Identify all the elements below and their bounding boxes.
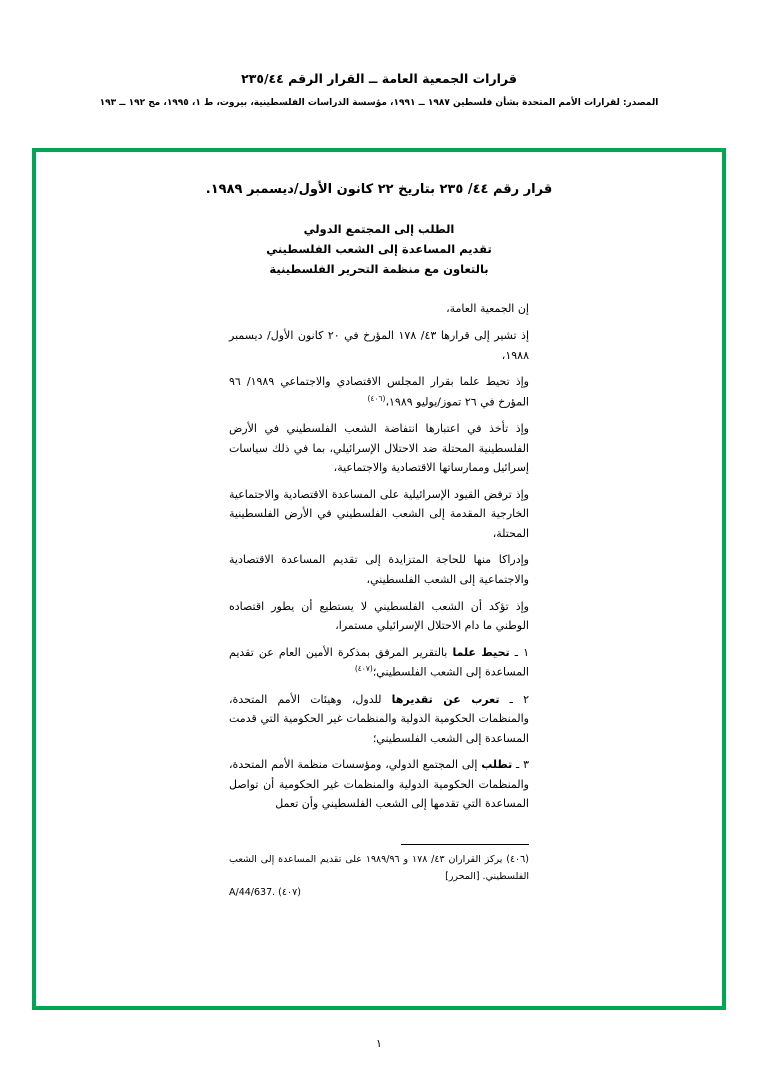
frame-content xyxy=(36,152,722,1006)
footnote-marker-406: (٤٠٦) xyxy=(367,393,386,403)
green-border-frame xyxy=(32,148,726,1010)
paragraph-aware-of-need: وإدراكا منها للحاجة المتزايدة إلى تقديم المساعدة الاقتصادية والاجتماعية إلى الشعب الفلسطيني، xyxy=(229,553,529,586)
document-title: قرارات الجمعية العامة ــ القرار الرقم ٢٣٥/٤٤ xyxy=(241,71,517,86)
resolution-heading-line-1: الطلب إلى المجتمع الدولي xyxy=(303,222,455,236)
footnotes-block xyxy=(229,844,529,898)
document-header xyxy=(0,0,758,109)
paragraph-operative-2: ٢ ـ تعرب عن تقديرها للدول، وهيئات الأمم المتحدة، والمنظمات الحكومية الدولية والمنظمات غير الحكومية التي قدمت المساعدة إلى الشعب الفلسطيني؛ xyxy=(229,692,530,745)
footnote-divider xyxy=(401,844,529,845)
footnote-marker-407: (٤٠٧) xyxy=(354,664,373,674)
paragraph-preamble-intro: إن الجمعية العامة، xyxy=(446,302,529,316)
paragraph-taking-note-text: وإذ تحيط علما بقرار المجلس الاقتصادي والاجتماعي ١٩٨٩/ ٩٦ المؤرخ في ٢٦ تموز/يوليو ١٩٨٩، xyxy=(229,375,529,409)
paragraph-recalling: إذ تشير إلى قرارها ٤٣/ ١٧٨ المؤرخ في ٢٠ كانون الأول/ ديسمبر ١٩٨٨، xyxy=(229,328,530,362)
page-number: ١ xyxy=(376,1037,382,1050)
footnote-407: A/44/637. (٤٠٧) xyxy=(229,887,301,899)
resolution-reference-line: قرار رقم ٤٤/ ٢٣٥ بتاريخ ٢٢ كانون الأول/ديسمبر ١٩٨٩. xyxy=(205,182,553,197)
paragraph-taking-note xyxy=(229,372,529,412)
resolution-heading xyxy=(96,219,662,279)
resolution-heading-line-2: تقديم المساعدة إلى الشعب الفلسطيني xyxy=(266,242,492,257)
resolution-body xyxy=(229,299,529,814)
footnote-406: (٤٠٦) يركز القراران ٤٣/ ١٧٨ و ١٩٨٩/٩٦ على تقديم المساعدة إلى الشعب الفلسطيني. [المحرر] xyxy=(229,853,529,882)
paragraph-operative-1-text: ١ ـ تحيط علما بالتقرير المرفق بمذكرة الأمين العام عن تقديم المساعدة إلى الشعب الفلسطيني؛ xyxy=(229,645,529,679)
paragraph-affirming: وإذ تؤكد أن الشعب الفلسطيني لا يستطيع أن يطور اقتصاده الوطني ما دام الاحتلال الإسرائيلي مستمرا، xyxy=(229,599,529,633)
paragraph-operative-1 xyxy=(229,643,529,683)
document-source-line: المصدر: لقرارات الأمم المتحدة بشأن فلسطين ١٩٨٧ ــ ١٩٩١، مؤسسة الدراسات الفلسطينية، بيروت، ط ١، ١٩٩٥، مج ١٩٢ ــ ١٩٣ xyxy=(99,97,659,108)
resolution-heading-line-3: بالتعاون مع منظمة التحرير الفلسطينية xyxy=(269,262,489,277)
paragraph-operative-3: ٣ ـ تطلب إلى المجتمع الدولي، ومؤسسات منظمة الأمم المتحدة، والمنظمات الحكومية الدولية والمنظمات غير الحكومية أن تواصل المساعدة التي تقدمها إلى الشعب الفلسطيني وأن تعمل xyxy=(229,758,530,811)
paragraph-intifada: وإذ تأخذ في اعتبارها انتفاضة الشعب الفلسطيني في الأرض الفلسطينية المحتلة ضد الاحتلال الإسرائيلي، بما في ذلك سياسات إسرائيل وممارساتها الاقتصادية والاجتماعية، xyxy=(229,421,529,475)
paragraph-rejecting-restrictions: وإذ ترفض القيود الإسرائيلية على المساعدة الاقتصادية والاجتماعية الخارجية المقدمة إلى الشعب الفلسطيني في الأرض الفلسطينية المحتلة، xyxy=(229,487,529,540)
